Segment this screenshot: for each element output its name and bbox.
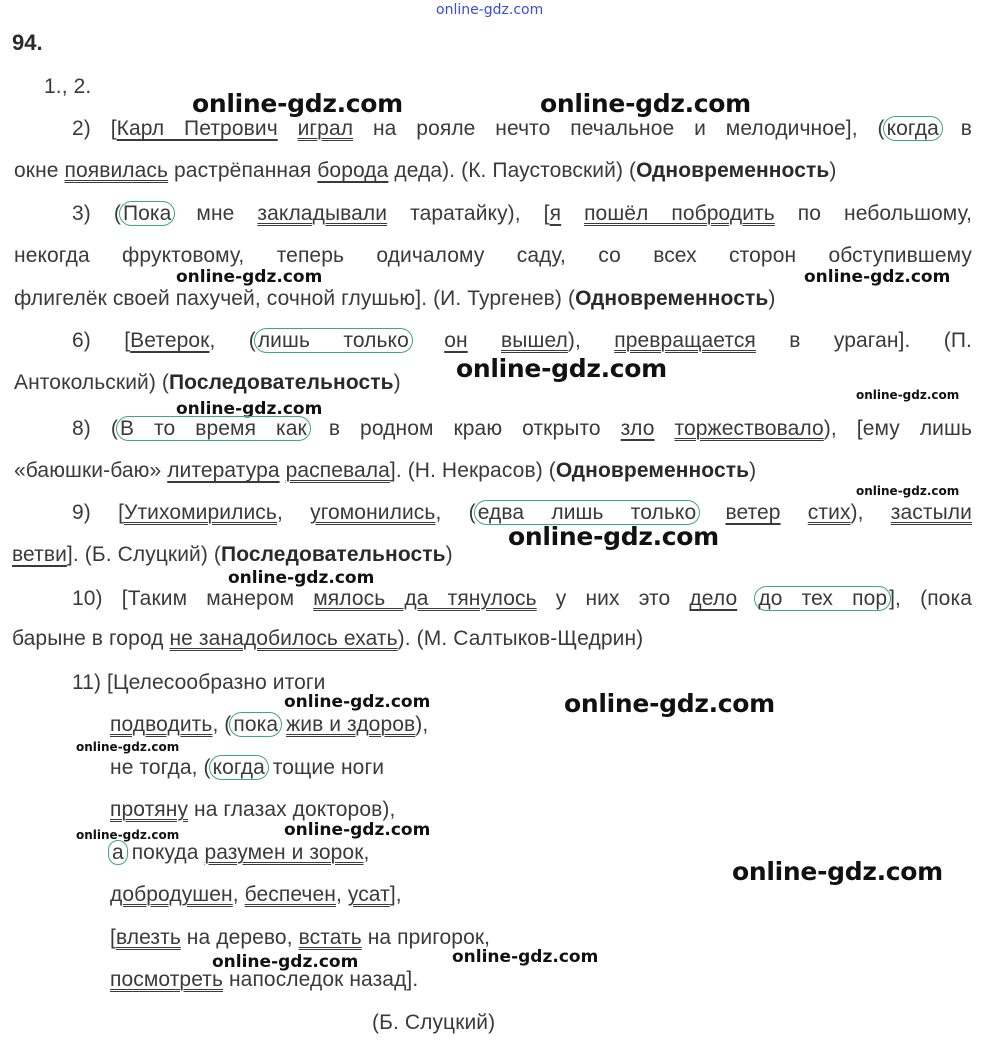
poem-line-4: протяну на глазах докторов), bbox=[110, 798, 396, 821]
task-number: 94. bbox=[12, 30, 43, 55]
conjunction-circle: Пока bbox=[119, 201, 176, 226]
watermark[interactable]: online-gdz.com bbox=[76, 740, 180, 754]
poem-line-1: 11) [Целесообразно итоги bbox=[72, 671, 326, 694]
watermark[interactable]: online-gdz.com bbox=[856, 484, 960, 498]
sentence-10-line-1: 10) [Таким манером мялось да тянулось у них это дело до тех пор], (пока bbox=[72, 587, 972, 610]
poem-line-3: не тогда, (когда тощие ноги bbox=[110, 756, 385, 779]
conjunction-circle: В то время как bbox=[116, 416, 311, 441]
poem-line-7: [влезть на дерево, встать на пригорок, bbox=[110, 926, 491, 949]
watermark[interactable]: online-gdz.com bbox=[284, 692, 431, 712]
list-heading: 1., 2. bbox=[44, 75, 92, 98]
sentence-9-line-2: ветви]. (Б. Слуцкий) (Последовательность) bbox=[12, 543, 453, 566]
sentence-8-line-1: 8) (В то время как в родном краю открыто зло торжествовало), [ему лишь bbox=[72, 417, 973, 440]
watermark[interactable]: online-gdz.com bbox=[540, 89, 751, 118]
conjunction-circle: до тех пор bbox=[754, 586, 891, 611]
watermark-top[interactable]: online-gdz.com bbox=[436, 2, 544, 18]
sentence-2-line-1: 2) [Карл Петрович играл на рояле нечто печальное и мелодичное], (когда в bbox=[72, 117, 972, 140]
watermark[interactable]: online-gdz.com bbox=[804, 267, 951, 287]
sentence-6-line-1: 6) [Ветерок, (лишь только он вышел), превращается в ураган]. (П. bbox=[72, 329, 972, 352]
conjunction-circle: лишь только bbox=[254, 328, 413, 353]
watermark[interactable]: online-gdz.com bbox=[192, 89, 403, 118]
conjunction-circle: когда bbox=[883, 116, 943, 141]
poem-line-5: а покуда разумен и зорок, bbox=[110, 840, 369, 866]
poem-line-2: подводить, (пока жив и здоров), bbox=[110, 713, 429, 736]
watermark[interactable]: online-gdz.com bbox=[732, 857, 943, 886]
watermark[interactable]: online-gdz.com bbox=[284, 820, 431, 840]
watermark[interactable]: online-gdz.com bbox=[212, 952, 359, 972]
watermark[interactable]: online-gdz.com bbox=[856, 388, 960, 402]
conjunction-circle: а bbox=[108, 840, 128, 865]
sentence-3-line-1: 3) (Пока мне закладывали таратайку), [я пошёл побродить по небольшому, bbox=[72, 202, 973, 225]
sentence-3-line-2: некогда фруктовому, теперь одичалому саду, со всех сторон обступившему bbox=[14, 244, 972, 267]
sentence-8-line-2: «баюшки-баю» литература распевала]. (Н. Некрасов) (Одновременность) bbox=[14, 459, 757, 482]
sentence-3-line-3: флигелёк своей пахучей, сочной глушью]. (И. Тургенев) (Одновременность) bbox=[14, 287, 776, 310]
watermark[interactable]: online-gdz.com bbox=[452, 947, 599, 967]
poem-line-6: добродушен, беспечен, усат], bbox=[110, 883, 402, 906]
sentence-10-line-2: барыне в город не занадобилось ехать). (М. Салтыков-Щедрин) bbox=[12, 627, 644, 650]
sentence-2-line-2: окне появилась растрёпанная борода деда). (К. Паустовский) (Одновременность) bbox=[14, 159, 837, 182]
watermark[interactable]: online-gdz.com bbox=[176, 267, 323, 287]
conjunction-circle: едва лишь только bbox=[474, 500, 701, 525]
conjunction-circle: когда bbox=[209, 755, 269, 780]
watermark[interactable]: online-gdz.com bbox=[176, 399, 323, 419]
poem-author: (Б. Слуцкий) bbox=[372, 1011, 496, 1034]
watermark[interactable]: online-gdz.com bbox=[76, 828, 180, 842]
watermark[interactable]: online-gdz.com bbox=[456, 354, 667, 383]
poem-line-8: посмотреть напоследок назад]. bbox=[110, 968, 419, 991]
watermark[interactable]: online-gdz.com bbox=[508, 522, 719, 551]
sentence-6-line-2: Антокольский) (Последовательность) bbox=[14, 371, 401, 394]
watermark[interactable]: online-gdz.com bbox=[564, 689, 775, 718]
sentence-9-line-1: 9) [Утихомирились, угомонились, (едва лишь только ветер стих), застыли bbox=[72, 501, 972, 524]
conjunction-circle: пока bbox=[229, 712, 282, 737]
watermark[interactable]: online-gdz.com bbox=[228, 568, 375, 588]
